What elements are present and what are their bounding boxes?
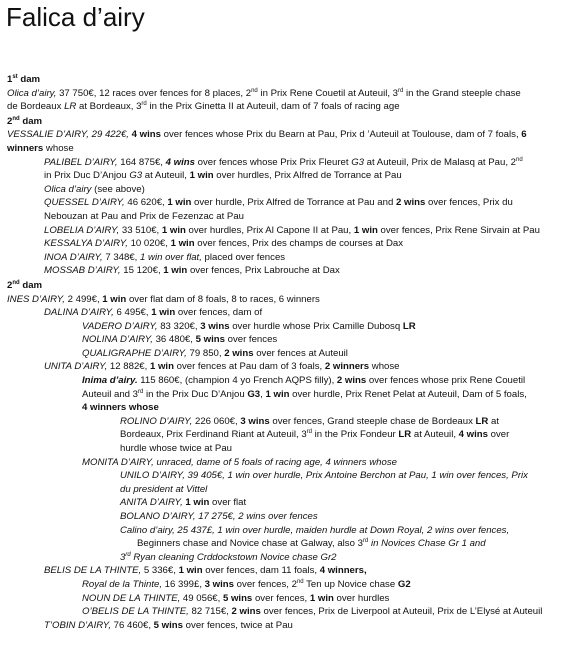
- section-heading-second-dam-a: 2nd dam: [7, 115, 43, 127]
- entry-mossab: MOSSAB D’AIRY, 15 120€, 1 win over fences, Prix Labrouche at Dax: [44, 265, 340, 277]
- entry-inima-cont: Auteuil and 3rd in the Prix Duc D’Anjou G3, 1 win over hurdle, Prix Renet Pelat at Auteuil, Dam of 5 foals,: [82, 388, 527, 400]
- entry-vadero: VADERO D’AIRY, 83 320€, 3 wins over hurdle whose Prix Camille Dubosq LR: [82, 320, 416, 332]
- pedigree-document: [7, 74, 574, 634]
- entry-anita: ANITA D’AIRY, 1 win over flat: [120, 497, 247, 509]
- entry-unilo-cont: du president at Vittel: [120, 483, 208, 495]
- entry-palibel-cont: in Prix Duc D’Anjou G3 at Auteuil, 1 win over hurdles, Prix Alfred de Torrance at Pau: [44, 170, 402, 182]
- entry-vessalie: VESSALIE D’AIRY, 29 422€, 4 wins over fences whose Prix du Bearn at Pau, Prix d ’Auteuil at Toulouse, dam of 7 foals, 6: [7, 129, 527, 141]
- entry-olica-ref: Olica d’airy (see above): [44, 183, 145, 195]
- entry-palibel: PALIBEL D’AIRY, 164 875€, 4 wins over fences whose Prix Prix Fleuret G3 at Auteuil, Prix de Malasq at Pau, 2nd: [44, 156, 523, 168]
- entry-vessalie-cont: winners whose: [7, 142, 74, 154]
- entry-bolano: BOLANO D’AIRY, 17 275€, 2 wins over fences: [120, 511, 318, 522]
- entry-rolino-cont: Bordeaux, Prix Ferdinand Riant at Auteuil, 3rd in the Prix Fondeur LR at Auteuil, 4 wins over: [120, 429, 510, 441]
- entry-nolina: NOLINA D’AIRY, 36 480€, 5 wins over fences: [82, 334, 278, 346]
- entry-monita: MONITA D’AIRY, unraced, dame of 5 foals of racing age, 4 winners whose: [82, 456, 397, 468]
- entry-kessalya: KESSALYA D’AIRY, 10 020€, 1 win over fences, Prix des champs de courses at Dax: [44, 238, 404, 250]
- entry-lobelia: LOBELIA D’AIRY, 33 510€, 1 win over hurdles, Prix Al Capone II at Pau, 1 win over fences, Prix Rene Sirvain at Pau: [44, 224, 540, 236]
- entry-quessel: QUESSEL D’AIRY, 46 620€, 1 win over hurdle, Prix Alfred de Torrance at Pau and 2 wins over fences, Prix du: [44, 197, 513, 209]
- entry-quessel-cont: Nebouzan at Pau and Prix de Fezenzac at Pau: [44, 210, 244, 222]
- entry-noun: NOUN DE LA THINTE, 49 056€, 5 wins over fences, 1 win over hurdles: [82, 592, 390, 604]
- section-heading-first-dam: 1st dam: [7, 74, 41, 85]
- entry-ines: INES D’AIRY, 2 499€, 1 win over flat dam of 8 foals, 8 to races, 6 winners: [7, 293, 320, 305]
- entry-royal: Royal de la Thinte, 16 399£, 3 wins over fences, 2nd Ten up Novice chase G2: [82, 578, 411, 590]
- entry-calino-cont2: 3rd Ryan cleaning Crddockstown Novice chase Gr2: [120, 551, 337, 563]
- entry-rolino: ROLINO D’AIRY, 226 060€, 3 wins over fences, Grand steeple chase de Bordeaux LR at: [120, 415, 500, 427]
- entry-inima: Inima d’airy. 115 860€, (champion 4 yo French AQPS filly), 2 wins over fences whose prix Rene Couetil: [82, 375, 526, 387]
- entry-calino-cont: Beginners chase and Novice chase at Galway, also 3rd in Novices Chase Gr 1 and: [137, 538, 486, 550]
- entry-rolino-cont2: hurdle whose twice at Pau: [120, 443, 232, 455]
- entry-inima-cont2: 4 winners whose: [82, 402, 159, 414]
- entry-calino: Calino d’airy, 25 437£, 1 win over hurdle, maiden hurdle at Down Royal, 2 wins over fences,: [120, 524, 510, 536]
- entry-obelis: O’BELIS DE LA THINTE, 82 715€, 2 wins over fences, Prix de Liverpool at Auteuil, Prix de L’Elysé at Auteuil: [82, 606, 543, 618]
- entry-inoa: INOA D’AIRY, 7 348€, 1 win over flat, placed over fences: [44, 251, 286, 263]
- entry-qualigraphe: QUALIGRAPHE D’AIRY, 79 850, 2 wins over fences at Auteuil: [82, 347, 348, 359]
- entry-olica-cont: de Bordeaux LR at Bordeaux, 3rd in the Prix Ginetta II at Auteuil, dam of 7 foals of racing age: [7, 101, 400, 113]
- entry-unilo: UNILO D’AIRY, 39 405€, 1 win over hurdle, Prix Antoine Berchon at Pau, 1 win over fences, Prix: [120, 470, 528, 482]
- page-title: Falica d’airy: [6, 2, 145, 32]
- entry-belis: BELIS DE LA THINTE, 5 336€, 1 win over fences, dam 11 foals, 4 winners,: [44, 565, 367, 577]
- entry-dalina: DALINA D’AIRY, 6 495€, 1 win over fences, dam of: [44, 307, 263, 319]
- section-heading-second-dam-b: 2nd dam: [7, 279, 43, 291]
- entry-tobin: T’OBIN D’AIRY, 76 460€, 5 wins over fences, twice at Pau: [44, 619, 293, 631]
- entry-olica: Olica d’airy, 37 750€, 12 races over fences for 8 places, 2nd in Prix Rene Couetil at Auteuil, 3rd in the Grand steeple chase: [7, 87, 521, 99]
- entry-unita: UNITA D’AIRY, 12 882€, 1 win over fences at Pau dam of 3 foals, 2 winners whose: [44, 361, 400, 373]
